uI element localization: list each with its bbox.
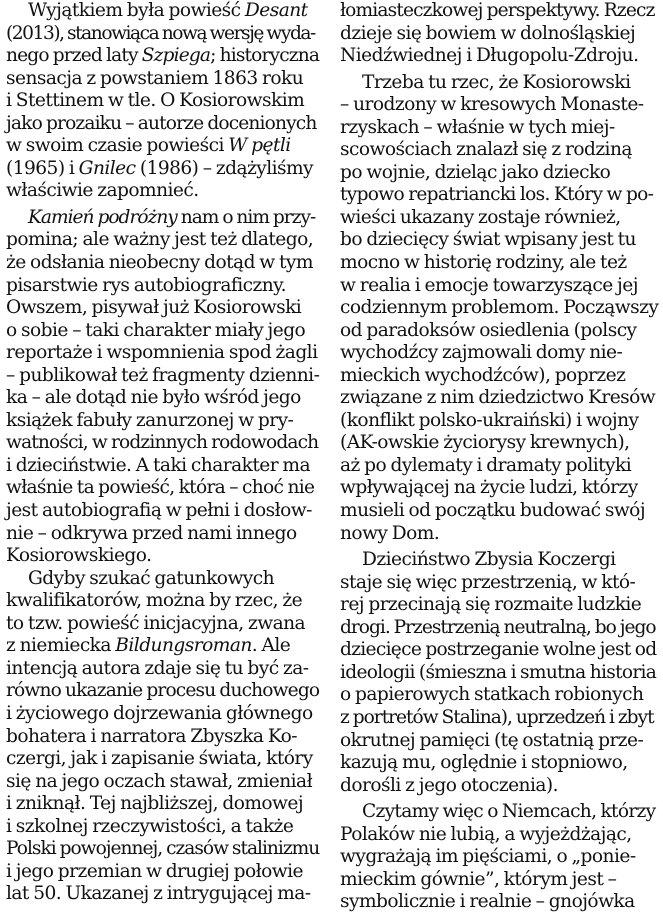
text-run: z niemiecka <box>6 635 116 657</box>
text-line <box>6 45 319 68</box>
text-line <box>340 707 658 730</box>
italic-title: Gnilec <box>78 157 136 179</box>
text-run: dzieje się bowiem w dolnośląskiej <box>340 22 636 44</box>
text-line <box>6 229 319 252</box>
text-run: watności, w rodzinnych rodowodach <box>6 432 319 454</box>
text-line <box>340 617 658 640</box>
text-run: w swoim czasie powieści <box>6 135 229 157</box>
text-line <box>6 680 319 703</box>
text-run: typowo repatriancki los. Który w po- <box>340 184 654 206</box>
text-line <box>340 342 658 365</box>
text-run: dziecięce postrzeganie wolne jest od <box>340 639 657 661</box>
text-line <box>6 342 319 365</box>
text-run: jako prozaiku – autorze docenionych <box>6 112 317 134</box>
text-line <box>6 635 319 658</box>
italic-title: Bildungsroman <box>115 635 252 657</box>
text-line <box>6 568 319 591</box>
text-line <box>340 801 658 824</box>
text-line <box>6 297 319 320</box>
text-line <box>6 275 319 298</box>
text-line <box>6 135 319 158</box>
text-line <box>340 23 658 46</box>
text-run: Czytamy więc o Niemcach, którzy <box>362 801 656 823</box>
text-line <box>6 113 319 136</box>
text-run: i jego przemian w drugiej połowie <box>6 860 303 882</box>
text-line <box>6 180 319 203</box>
text-run: jest autobiografią w pełni i dosłow- <box>6 500 312 522</box>
text-line <box>340 365 658 388</box>
text-line <box>6 68 319 91</box>
text-run: rej przecinają się rozmaite ludzkie <box>340 594 642 616</box>
text-run: właściwie zapomnieć. <box>6 180 199 202</box>
text-run: o papierowych statkach robionych <box>340 684 644 706</box>
text-line <box>340 549 658 572</box>
text-run: wpływającej na życie ludzi, którzy <box>340 477 638 499</box>
text-line <box>340 846 658 869</box>
text-line <box>340 229 658 252</box>
text-run: (1986) – zdążyliśmy <box>135 157 314 179</box>
text-run: kazują mu, oględnie i stopniowo, <box>340 752 628 774</box>
text-run: z portretów Stalina), uprzedzeń i zbyt <box>340 706 654 728</box>
text-run: wieści ukazany zostaje również, <box>340 206 621 228</box>
text-run: (1965) i <box>6 157 79 179</box>
text-line <box>340 252 658 275</box>
text-line <box>6 365 319 388</box>
text-line <box>6 432 319 455</box>
text-run: kwalifikatorów, można by rzec, że <box>6 590 303 612</box>
text-run: bo dziecięcy świat wpisany jest tu <box>340 229 636 251</box>
text-line <box>6 613 319 636</box>
text-run: wychodźcy zajmowali domy nie- <box>340 342 623 364</box>
text-line <box>6 90 319 113</box>
text-run: intencją autora zdaje się tu być za- <box>6 657 309 679</box>
text-run: o sobie – taki charakter miały jego <box>6 319 306 341</box>
text-run: mocno w historię rodziny, ale też <box>340 252 627 274</box>
text-run: i dzieciństwie. A taki charakter ma <box>6 454 311 476</box>
text-run: rzyskach – właśnie w tych miej- <box>340 116 615 138</box>
text-line <box>6 545 319 568</box>
text-run: (AK-owskie życiorysy krewnych), <box>340 432 630 454</box>
text-line <box>6 500 319 523</box>
text-run: staje się więc przestrzenią, w któ- <box>340 571 636 593</box>
text-line <box>340 297 658 320</box>
text-run: Polaków nie lubią, a wyjeżdżając, <box>340 823 632 845</box>
text-run: okrutnej pamięci (tę ostatnią prze- <box>340 729 644 751</box>
text-run: aż po dylematy i dramaty polityki <box>340 454 632 476</box>
text-run: ka – ale dotąd nie było wśród jego <box>6 387 301 409</box>
text-line <box>340 0 658 23</box>
text-line <box>340 432 658 455</box>
text-line <box>340 684 658 707</box>
text-run: lat 50. Ukazanej z intrygującej ma- <box>6 883 311 905</box>
text-run: mieckich wychodźców), poprzez <box>340 364 626 386</box>
text-run: Niedźwiednej i Długopolu-Zdroju. <box>340 45 639 67</box>
text-run: łomiasteczkowej perspektywy. Rzecz <box>340 0 655 21</box>
text-run: czergi, jak i zapisanie świata, który <box>6 748 313 770</box>
text-run: codziennym problemom. Począwszy <box>340 297 659 319</box>
text-run: bohatera i narratora Zbyszka Ko- <box>6 725 298 747</box>
text-line <box>6 726 319 749</box>
text-line <box>340 94 658 117</box>
text-run: ideologii (śmieszna i smutna historia <box>340 661 657 683</box>
text-line <box>340 477 658 500</box>
text-run: drogi. Przestrzenią neutralną, bo jego <box>340 616 656 638</box>
text-line <box>6 387 319 410</box>
text-line <box>6 477 319 500</box>
text-line <box>340 662 658 685</box>
italic-title: Kamień podróżny <box>28 206 177 228</box>
text-run: – urodzony w kresowych Monaste- <box>340 94 644 116</box>
text-line <box>340 594 658 617</box>
text-line <box>6 252 319 275</box>
text-line <box>6 793 319 816</box>
text-line <box>6 207 319 230</box>
text-run: symbolicznie i realnie – gnojówka <box>340 891 635 913</box>
text-line <box>340 72 658 95</box>
text-line <box>6 883 319 906</box>
text-line <box>340 869 658 892</box>
text-run: że odsłania nieobecny dotąd w tym <box>6 252 313 274</box>
text-line <box>6 320 319 343</box>
text-run: wygrażają im pięściami, o „ponie- <box>340 846 636 868</box>
text-line <box>340 162 658 185</box>
text-run: (2013), stanowiąca nową wersję wyda- <box>6 22 315 44</box>
text-line <box>6 590 319 613</box>
text-run: mieckim gównie”, którym jest – <box>340 868 617 890</box>
text-run: od paradoksów osiedlenia (polscy <box>340 319 637 341</box>
text-line <box>6 816 319 839</box>
text-run: nam o nim przy- <box>176 206 316 228</box>
text-line <box>340 455 658 478</box>
left-column <box>6 0 319 906</box>
text-run: Wyjątkiem była powieść <box>28 0 245 21</box>
italic-title: W pętli <box>228 135 291 157</box>
text-run: musieli od początku budować swój <box>340 500 646 522</box>
text-run: reportaże i wspomnienia spod żagli <box>6 342 318 364</box>
text-line <box>340 775 658 798</box>
right-column <box>340 0 658 914</box>
text-run: nego przed laty <box>6 45 142 67</box>
text-line <box>6 748 319 771</box>
text-run: książek fabuły zanurzonej w pry- <box>6 409 294 431</box>
text-line <box>340 45 658 68</box>
text-line <box>340 117 658 140</box>
text-line <box>340 275 658 298</box>
text-run: po wojnie, dzieląc jako dziecko <box>340 161 611 183</box>
text-run: sensacja z powstaniem 1863 roku <box>6 67 304 89</box>
text-line <box>340 320 658 343</box>
text-run: Gdyby szukać gatunkowych <box>28 567 275 589</box>
text-line <box>6 838 319 861</box>
text-run: nie – odkrywa przed nami innego <box>6 522 297 544</box>
text-run: pisarstwie rys autobiograficzny. <box>6 274 287 296</box>
text-run: i szkolnej rzeczywistości, a także <box>6 815 294 837</box>
text-line <box>6 861 319 884</box>
text-line <box>340 410 658 433</box>
text-line <box>340 730 658 753</box>
italic-title: Desant <box>244 0 308 21</box>
text-run: Dzieciństwo Zbysia Koczergi <box>362 549 616 571</box>
text-line <box>340 891 658 914</box>
text-run: Owszem, pisywał już Kosiorowski <box>6 297 302 319</box>
text-run: pomina; ale ważny jest też dlatego, <box>6 229 314 251</box>
text-line <box>6 0 319 23</box>
text-run: Polski powojennej, czasów stalinizmu <box>6 838 320 860</box>
text-line <box>6 703 319 726</box>
text-line <box>6 23 319 46</box>
text-run: i Stettinem w tle. O Kosiorowskim <box>6 90 305 112</box>
text-run: nowy Dom. <box>340 522 440 544</box>
text-line <box>340 523 658 546</box>
text-line <box>340 752 658 775</box>
text-line <box>340 572 658 595</box>
text-line <box>340 500 658 523</box>
text-run: – publikował też fragmenty dzienni- <box>6 364 320 386</box>
text-line <box>6 658 319 681</box>
text-line <box>6 523 319 546</box>
text-line <box>6 158 319 181</box>
text-run: związane z nim dziedzictwo Kresów <box>340 387 656 409</box>
text-run: Trzeba tu rzec, że Kosiorowski <box>362 71 631 93</box>
italic-title: Szpiega <box>141 45 211 67</box>
text-run: i życiowego dojrzewania głównego <box>6 702 313 724</box>
text-run: (konflikt polsko-ukraiński) i wojny <box>340 409 639 431</box>
text-run: scowościach znalazł się z rodziną <box>340 139 632 161</box>
text-run: ; historyczna <box>210 45 320 67</box>
text-line <box>340 387 658 410</box>
text-run: równo ukazanie procesu duchowego <box>6 680 320 702</box>
text-run: i zniknął. Tej najbliższej, domowej <box>6 793 304 815</box>
text-line <box>6 771 319 794</box>
text-run: to tzw. powieść inicjacyjna, zwana <box>6 612 306 634</box>
text-line <box>340 184 658 207</box>
text-line <box>6 410 319 433</box>
text-line <box>340 139 658 162</box>
text-run: . Ale <box>251 635 291 657</box>
text-run: się na jego oczach stawał, zmieniał <box>6 770 313 792</box>
text-line <box>340 207 658 230</box>
text-line <box>6 455 319 478</box>
text-run: w realia i emocje towarzyszące jej <box>340 274 638 296</box>
text-run: Kosiorowskiego. <box>6 545 152 567</box>
text-line <box>340 639 658 662</box>
text-line <box>340 824 658 847</box>
text-run: właśnie ta powieść, która – choć nie <box>6 477 315 499</box>
text-run: dorośli z jego otoczenia). <box>340 774 558 796</box>
